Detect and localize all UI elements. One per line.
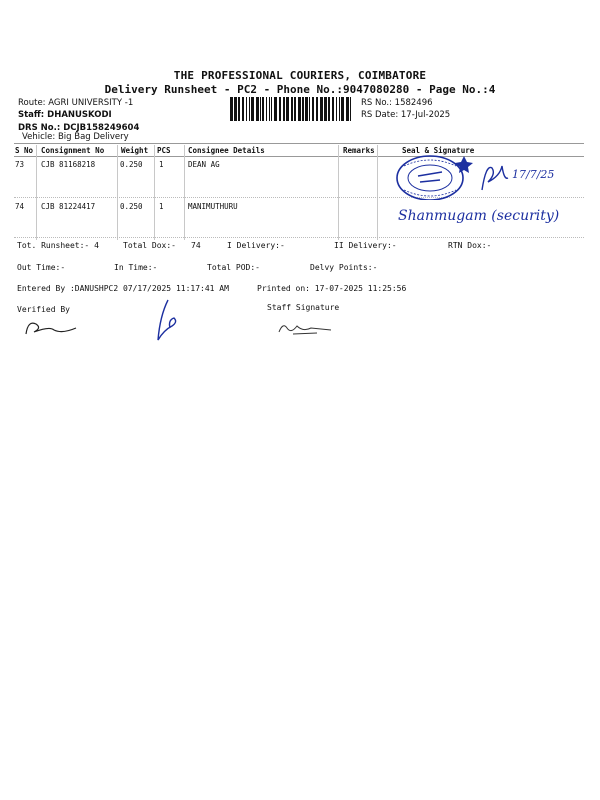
barcode	[230, 97, 354, 121]
company-name: THE PROFESSIONAL COURIERS, COIMBATORE	[173, 69, 427, 82]
delvy-points: Delvy Points:-	[310, 263, 378, 272]
i-delivery: I Delivery:-	[227, 241, 285, 250]
rs-number: RS No.: 1582496	[361, 98, 433, 108]
col-divider	[36, 145, 37, 240]
col-header-weight: Weight	[121, 146, 149, 155]
col-divider	[154, 145, 155, 240]
row-consignee: DEAN AG	[188, 160, 220, 169]
table-top-rule	[14, 143, 584, 144]
staff-signature-icon	[275, 318, 335, 338]
row-pcs: 1	[159, 202, 164, 211]
col-header-consignee: Consignee Details	[188, 146, 265, 155]
col-header-pcs: PCS	[157, 146, 171, 155]
vehicle-label: Vehicle: Big Bag Delivery	[22, 132, 129, 142]
total-pod: Total POD:-	[207, 263, 260, 272]
ii-delivery: II Delivery:-	[334, 241, 397, 250]
in-time: In Time:-	[114, 263, 158, 272]
col-divider	[338, 145, 339, 240]
row-sno: 74	[15, 202, 25, 211]
route-label: Route: AGRI UNIVERSITY -1	[18, 98, 134, 108]
rtn-dox: RTN Dox:-	[448, 241, 492, 250]
verified-by-label: Verified By	[17, 305, 70, 314]
printed-on: Printed on: 17-07-2025 11:25:56	[257, 284, 407, 293]
entered-by: Entered By :DANUSHPC2 07/17/2025 11:17:41 AM	[17, 284, 229, 293]
row-rule	[14, 197, 584, 198]
row-weight: 0.250	[120, 160, 143, 169]
table-header-rule	[14, 156, 584, 157]
total-dox-label: Total Dox:-	[123, 241, 176, 250]
total-dox-value: 74	[191, 241, 201, 250]
entry-signature-icon	[150, 296, 186, 346]
row1-handwritten-date: 17/7/25	[512, 168, 555, 181]
row-weight: 0.250	[120, 202, 143, 211]
col-divider	[117, 145, 118, 240]
verifier-signature-icon	[20, 314, 80, 340]
total-runsheet: Tot. Runsheet:- 4	[17, 241, 99, 250]
rs-date: RS Date: 17-Jul-2025	[361, 110, 451, 120]
row-sno: 73	[15, 160, 25, 169]
col-header-remarks: Remarks	[343, 146, 375, 155]
staff-label: Staff: DHANUSKODI	[18, 110, 112, 120]
col-divider	[184, 145, 185, 240]
col-header-consignment: Consignment No	[41, 146, 105, 155]
row-pcs: 1	[159, 160, 164, 169]
row-rule	[14, 237, 584, 238]
runsheet-subtitle: Delivery Runsheet - PC2 - Phone No.:9047080280 - Page No.:4	[104, 83, 496, 96]
row2-handwritten-name: Shanmugam (security)	[398, 208, 560, 224]
row-consignment: CJB 81224417	[41, 202, 96, 211]
out-time: Out Time:-	[17, 263, 66, 272]
col-divider	[377, 145, 378, 240]
drs-label: DRS No.: DCJB158249604	[18, 123, 140, 133]
seal-stamp-icon	[394, 152, 480, 200]
col-header-sno: S No	[15, 146, 34, 155]
row-consignee: MANIMUTHURU	[188, 202, 238, 211]
staff-signature-label: Staff Signature	[267, 303, 340, 312]
col-header-seal: Seal & Signature	[402, 146, 475, 155]
row-consignment: CJB 81168218	[41, 160, 96, 169]
